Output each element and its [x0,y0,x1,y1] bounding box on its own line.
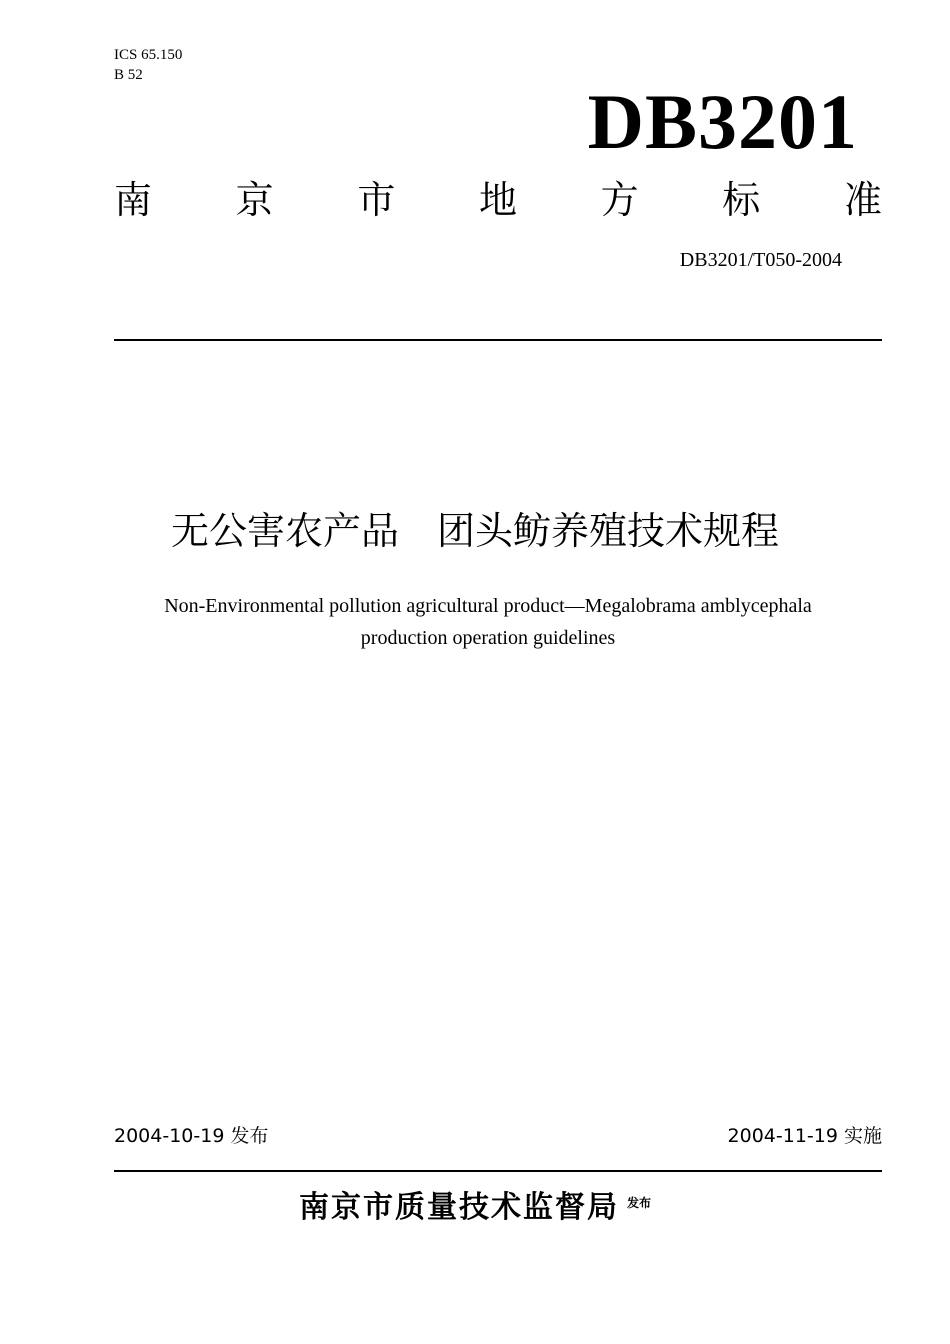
classification-code: B 52 [114,67,143,83]
document-title-en [100,590,876,654]
title-en-line: production operation guidelines [360,627,616,649]
db-logo: DB3201 [587,78,858,165]
ics-code: ICS 65.150 [114,47,183,63]
issue-date: 2004-10-19 发布 [114,1125,269,1147]
standard-type-heading [114,178,882,222]
issuer-suffix: 发布 [626,1196,651,1210]
standard-type-char: 市 [357,178,396,222]
standard-type-char: 标 [722,178,761,222]
standard-type-char: 方 [600,178,639,222]
bottom-divider [114,1170,882,1172]
standard-number: DB3201/T050-2004 [679,249,842,271]
issuer-name: 南京市质量技术监督局 [298,1190,619,1225]
top-divider [114,339,882,341]
standard-type-char: 地 [478,178,517,222]
standard-type-char: 京 [235,178,274,222]
implementation-date: 2004-11-19 实施 [727,1125,882,1147]
issuer-line [0,1188,950,1228]
standard-type-char: 南 [114,178,153,222]
standard-type-char: 准 [843,178,882,222]
document-title-cn: 无公害农产品 团头鲂养殖技术规程 [170,509,779,553]
title-en-line: Non-Environmental pollution agricultural product—Megalobrama amblycephala [164,595,812,617]
